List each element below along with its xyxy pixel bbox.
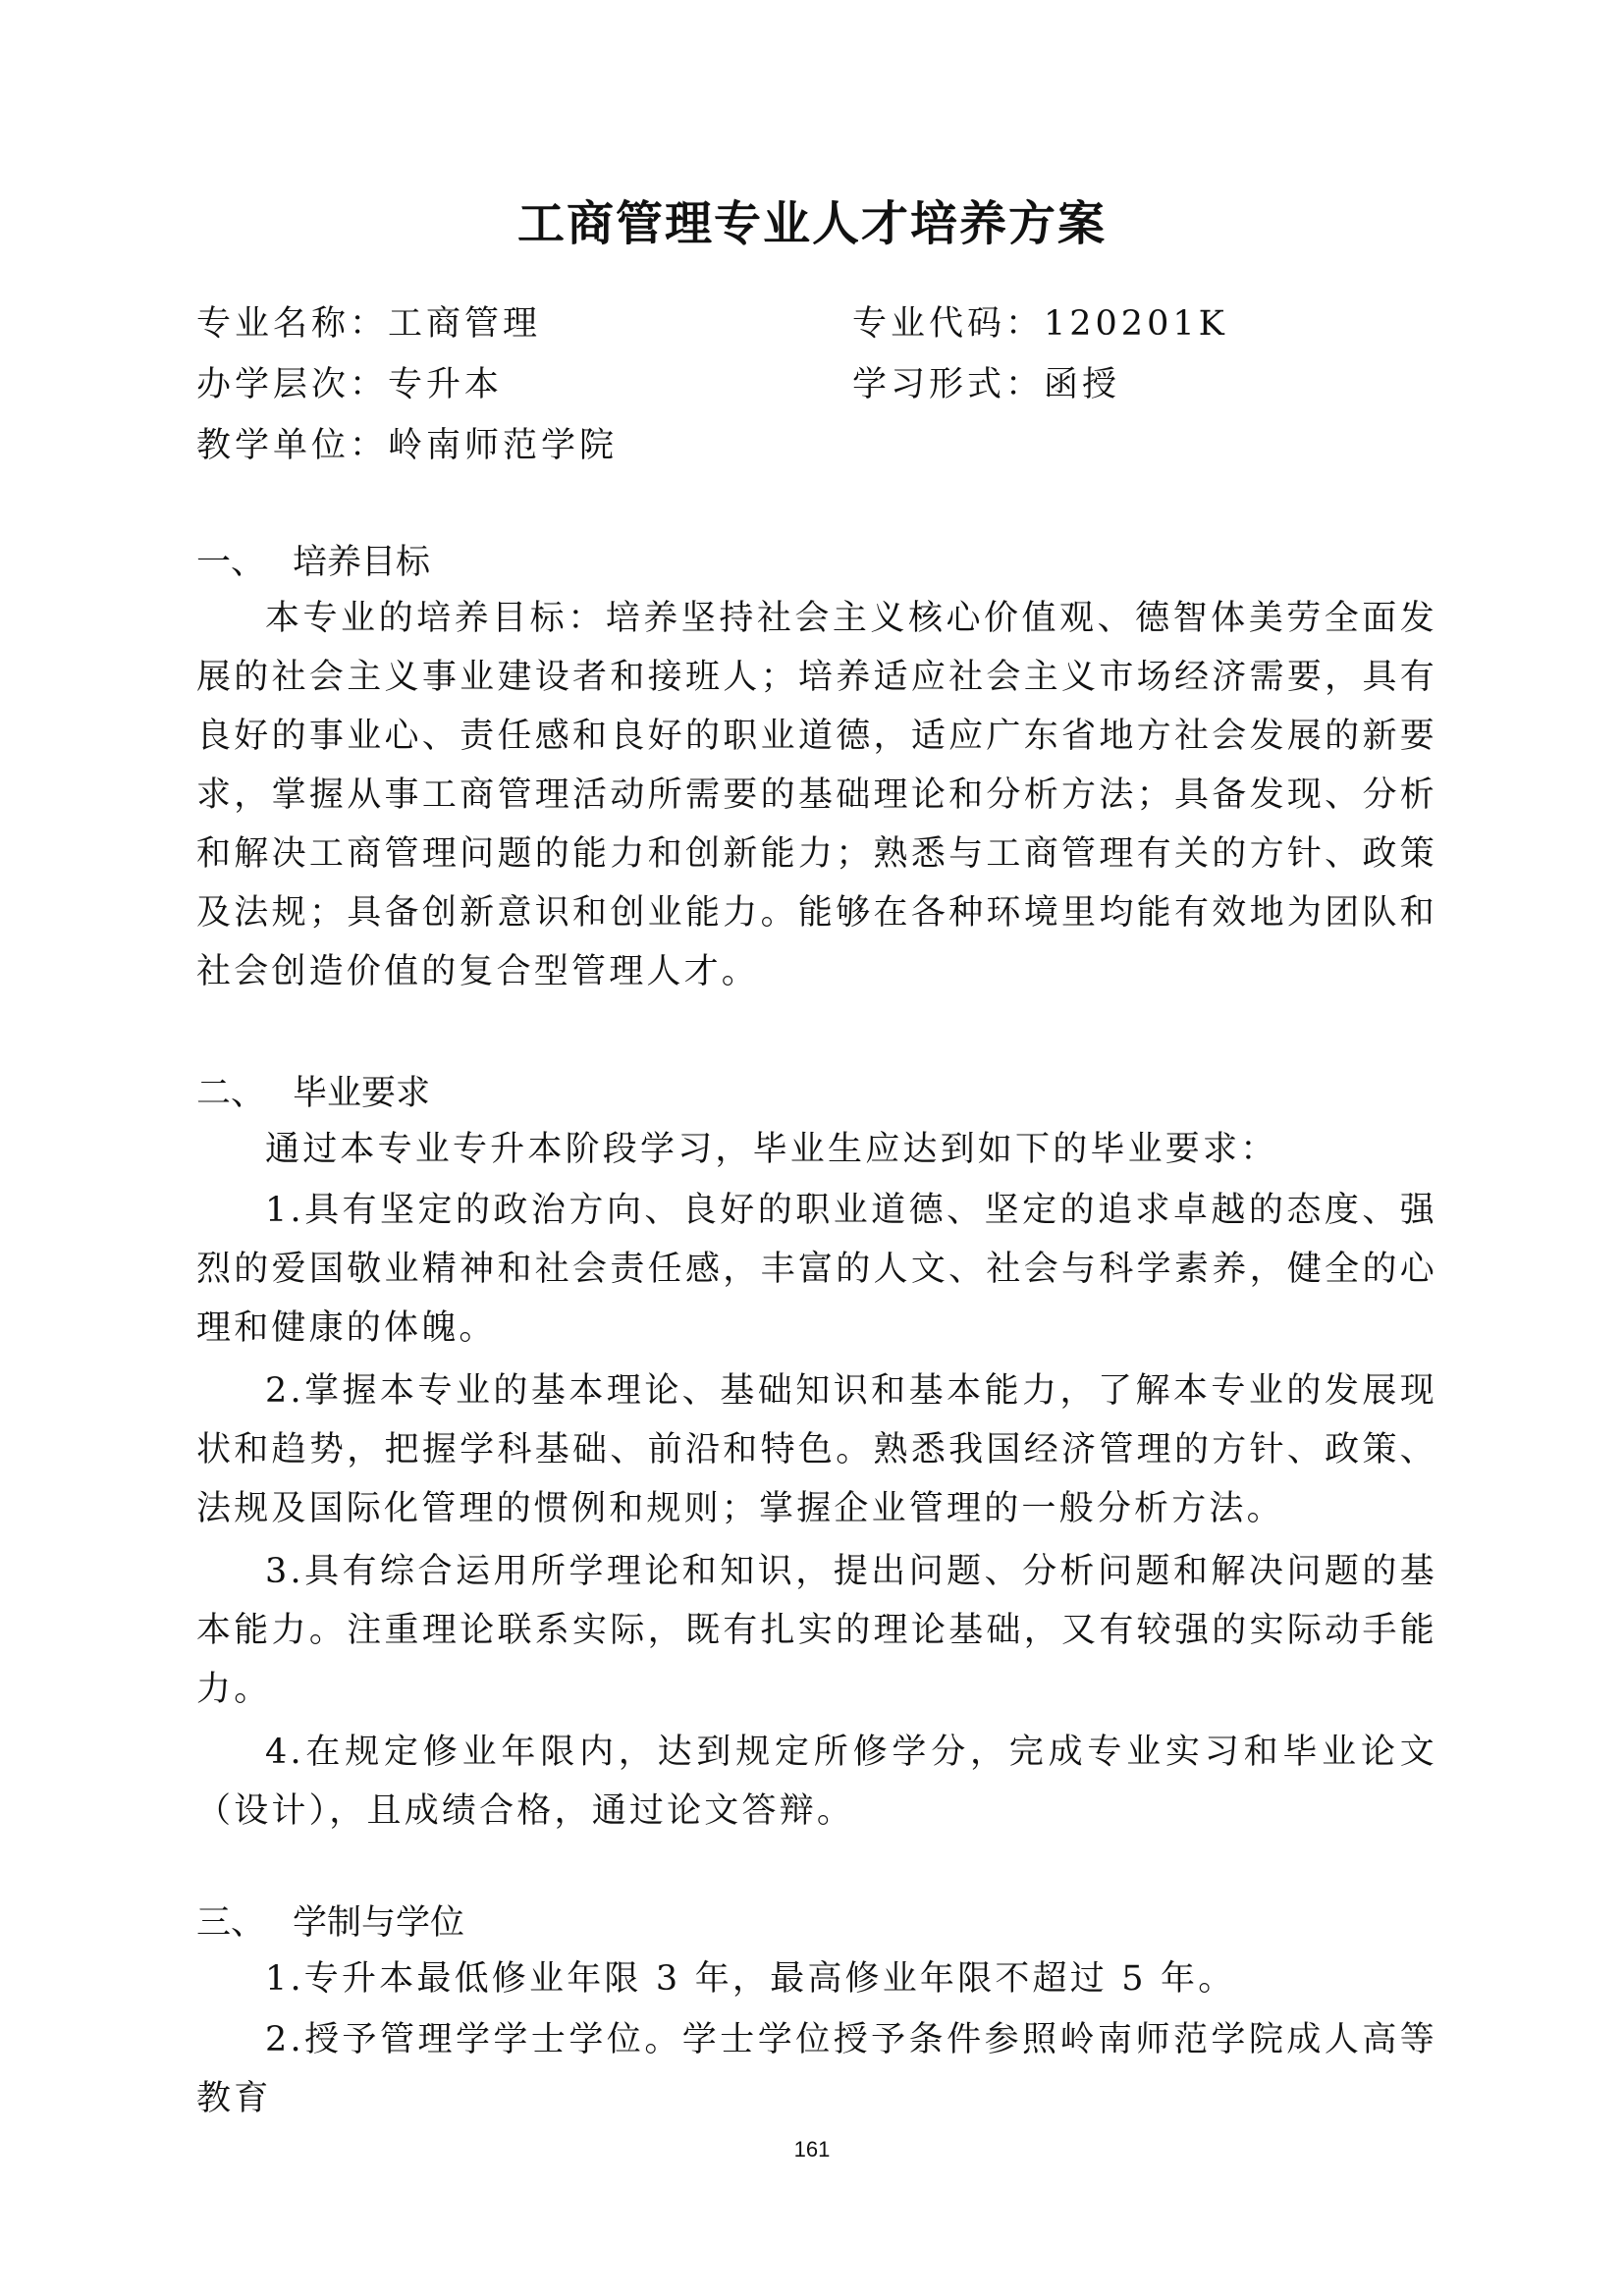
paragraph-requirement-3: 3.具有综合运用所学理论和知识，提出问题、分析问题和解决问题的基本能力。注重理论联系实际，既有扎实的理论基础，又有较强的实际动手能力。	[196, 1552, 1437, 1709]
section-number: 三、	[196, 1903, 266, 1943]
section-number: 一、	[196, 543, 266, 582]
teaching-unit: 教学单位：岭南师范学院	[196, 426, 619, 465]
major-code: 专业代码：120201K	[852, 304, 1228, 344]
page-number: 161	[793, 2137, 831, 2162]
paragraph-requirement-2: 2.掌握本专业的基本理论、基础知识和基本能力，了解本专业的发展现状和趋势，把握学科基础、前沿和特色。熟悉我国经济管理的方针、政策、法规及国际化管理的惯例和规则；掌握企业管理的一般分析方法。	[196, 1371, 1437, 1528]
paragraph-degree: 2.授予管理学学士学位。学士学位授予条件参照岭南师范学院成人高等教育	[196, 2020, 1437, 2118]
paragraph-requirement-1: 1.具有坚定的政治方向、良好的职业道德、坚定的追求卓越的态度、强烈的爱国敬业精神和社会责任感，丰富的人文、社会与科学素养，健全的心理和健康的体魄。	[196, 1191, 1437, 1348]
paragraph-requirements-intro: 通过本专业专升本阶段学习，毕业生应达到如下的毕业要求：	[265, 1130, 1278, 1169]
paragraph-duration: 1.专升本最低修业年限 3 年，最高修业年限不超过 5 年。	[265, 1959, 1236, 1999]
section-heading-graduation-requirements	[196, 1064, 430, 1123]
section-title: 培养目标	[293, 543, 431, 582]
education-level: 办学层次：专升本	[196, 365, 504, 404]
section-number: 二、	[196, 1074, 266, 1113]
document-title: 工商管理专业人才培养方案	[516, 196, 1107, 251]
section-title: 学制与学位	[293, 1903, 465, 1943]
section-heading-training-goals	[196, 533, 430, 592]
study-form: 学习形式：函授	[852, 365, 1121, 404]
major-name: 专业名称：工商管理	[196, 304, 542, 344]
paragraph-training-goals: 本专业的培养目标：培养坚持社会主义核心价值观、德智体美劳全面发展的社会主义事业建设者和接班人；培养适应社会主义市场经济需要，具有良好的事业心、责任感和良好的职业道德，适应广东省地方社会发展的新要求，掌握从事工商管理活动所需要的基础理论和分析方法；具备发现、分析和解决工商管理问题的能力和创新能力；熟悉与工商管理有关的方针、政策及法规；具备创新意识和创业能力。能够在各种环境里均能有效地为团队和社会创造价值的复合型管理人才。	[196, 599, 1437, 991]
paragraph-requirement-4: 4.在规定修业年限内，达到规定所修学分，完成专业实习和毕业论文（设计），且成绩合格，通过论文答辩。	[196, 1733, 1437, 1831]
section-heading-duration-degree	[196, 1894, 464, 1952]
section-title: 毕业要求	[293, 1074, 431, 1113]
